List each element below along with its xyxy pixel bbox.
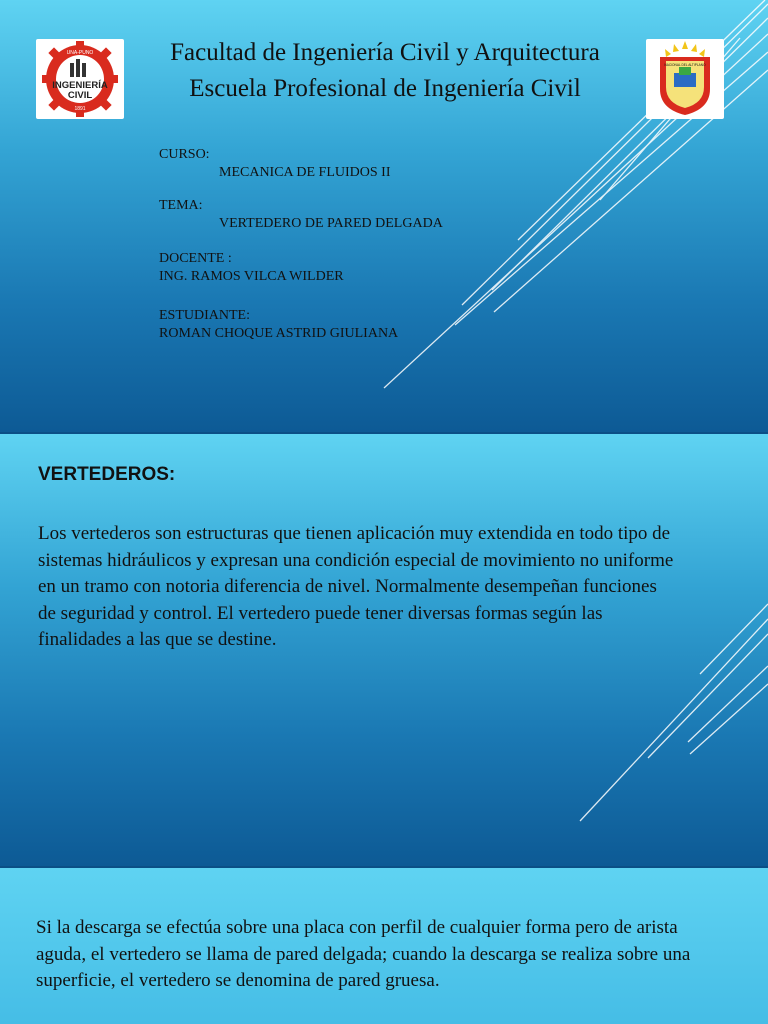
university-logo <box>646 39 724 119</box>
teacher-label: DOCENTE : <box>159 251 232 266</box>
school-title: Escuela Profesional de Ingeniería Civil <box>189 75 581 102</box>
gear-logo-icon <box>36 39 124 119</box>
logo-left-year: 1891 <box>74 106 86 112</box>
slide-title <box>0 0 768 432</box>
faculty-title: Facultad de Ingeniería Civil y Arquitectura <box>170 39 600 66</box>
shield-logo-icon <box>646 39 724 119</box>
topic-value: VERTEDERO DE PARED DELGADA <box>219 216 443 231</box>
teacher-block <box>159 252 344 284</box>
course-block <box>159 148 391 180</box>
topic-block <box>159 199 443 231</box>
slide-vertederos <box>0 434 768 866</box>
slide-pared-delgada <box>0 868 768 1024</box>
faculty-logo <box>36 39 124 119</box>
section-heading: VERTEDEROS: <box>38 464 176 485</box>
teacher-value: ING. RAMOS VILCA WILDER <box>159 269 344 284</box>
pared-delgada-paragraph: Si la descarga se efectúa sobre una placa con perfil de cualquier forma pero de arista aguda, el vertedero se llama de pared delgada; cuando la descarga se realiza sobre una superficie, el vertedero se denomina de pared gruesa. <box>36 917 691 991</box>
logo-left-top-text: UNA-PUNO <box>66 50 94 56</box>
logo-right-text: NACIONAL DEL ALTIPLANO <box>664 63 706 67</box>
vertederos-paragraph: Los vertederos son estructuras que tienen aplicación muy extendida en todo tipo de sistemas hidráulicos y expresan una condición especial de movimiento no uniforme en un tramo con notoria diferencia de nivel. Normalmente desempeñan funciones de seguridad y control. El vertedero puede tener diversas formas según las finalidades a las que se destine. <box>38 523 674 650</box>
student-value: ROMAN CHOQUE ASTRID GIULIANA <box>159 326 399 341</box>
course-value: MECANICA DE FLUIDOS II <box>219 165 391 180</box>
course-label: CURSO: <box>159 147 210 162</box>
logo-left-main-text-1: INGENIERÍA <box>52 80 108 91</box>
student-label: ESTUDIANTE: <box>159 308 250 323</box>
logo-left-main-text-2: CIVIL <box>67 90 93 101</box>
topic-label: TEMA: <box>159 198 203 213</box>
student-block <box>159 309 398 341</box>
